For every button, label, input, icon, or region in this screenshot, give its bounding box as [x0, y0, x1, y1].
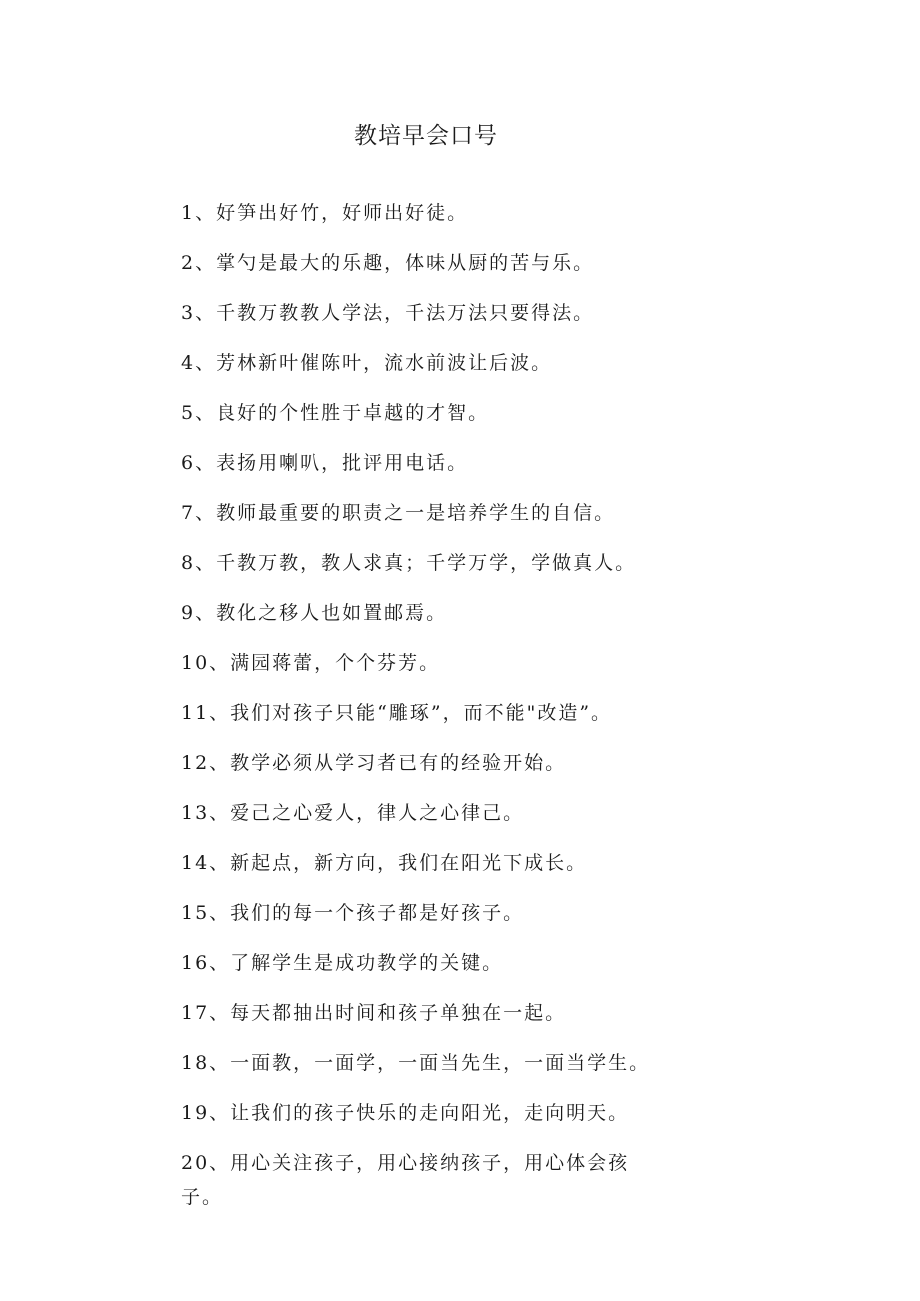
slogan-item: 11、我们对孩子只能“雕琢”，而不能"改造”。 — [181, 702, 613, 724]
slogan-list — [181, 198, 651, 1214]
slogan-item: 2、掌勺是最大的乐趣，体味从厨的苦与乐。 — [181, 252, 595, 274]
slogan-item: 8、千教万教，教人求真；千学万学，学做真人。 — [181, 552, 637, 574]
slogan-item: 20、用心关注孩子，用心接纳孩子，用心体会孩子。 — [181, 1152, 630, 1208]
slogan-item: 12、教学必须从学习者已有的经验开始。 — [181, 752, 567, 774]
slogan-item: 18、一面教，一面学，一面当先生，一面当学生。 — [181, 1052, 651, 1074]
slogan-item: 19、让我们的孩子快乐的走向阳光，走向明天。 — [181, 1102, 630, 1124]
slogan-item: 5、良好的个性胜于卓越的才智。 — [181, 402, 490, 424]
slogan-item: 17、每天都抽出时间和孩子单独在一起。 — [181, 1002, 567, 1024]
slogan-item: 3、千教万教教人学法，千法万法只要得法。 — [181, 302, 595, 324]
slogan-item: 9、教化之移人也如置邮焉。 — [181, 602, 448, 624]
slogan-item: 6、表扬用喇叭，批评用电话。 — [181, 452, 469, 474]
slogan-item: 16、了解学生是成功教学的关键。 — [181, 952, 504, 974]
slogan-item: 1、好笋出好竹，好师出好徒。 — [181, 202, 469, 224]
slogan-item: 4、芳林新叶催陈叶，流水前波让后波。 — [181, 352, 553, 374]
slogan-item: 7、教师最重要的职责之一是培养学生的自信。 — [181, 502, 616, 524]
document-title: 教培早会口号 — [354, 123, 498, 149]
slogan-item: 14、新起点，新方向，我们在阳光下成长。 — [181, 852, 588, 874]
slogan-item: 10、满园蒋蕾，个个芬芳。 — [181, 652, 441, 674]
slogan-item: 13、爱己之心爱人，律人之心律己。 — [181, 802, 525, 824]
slogan-item: 15、我们的每一个孩子都是好孩子。 — [181, 902, 525, 924]
